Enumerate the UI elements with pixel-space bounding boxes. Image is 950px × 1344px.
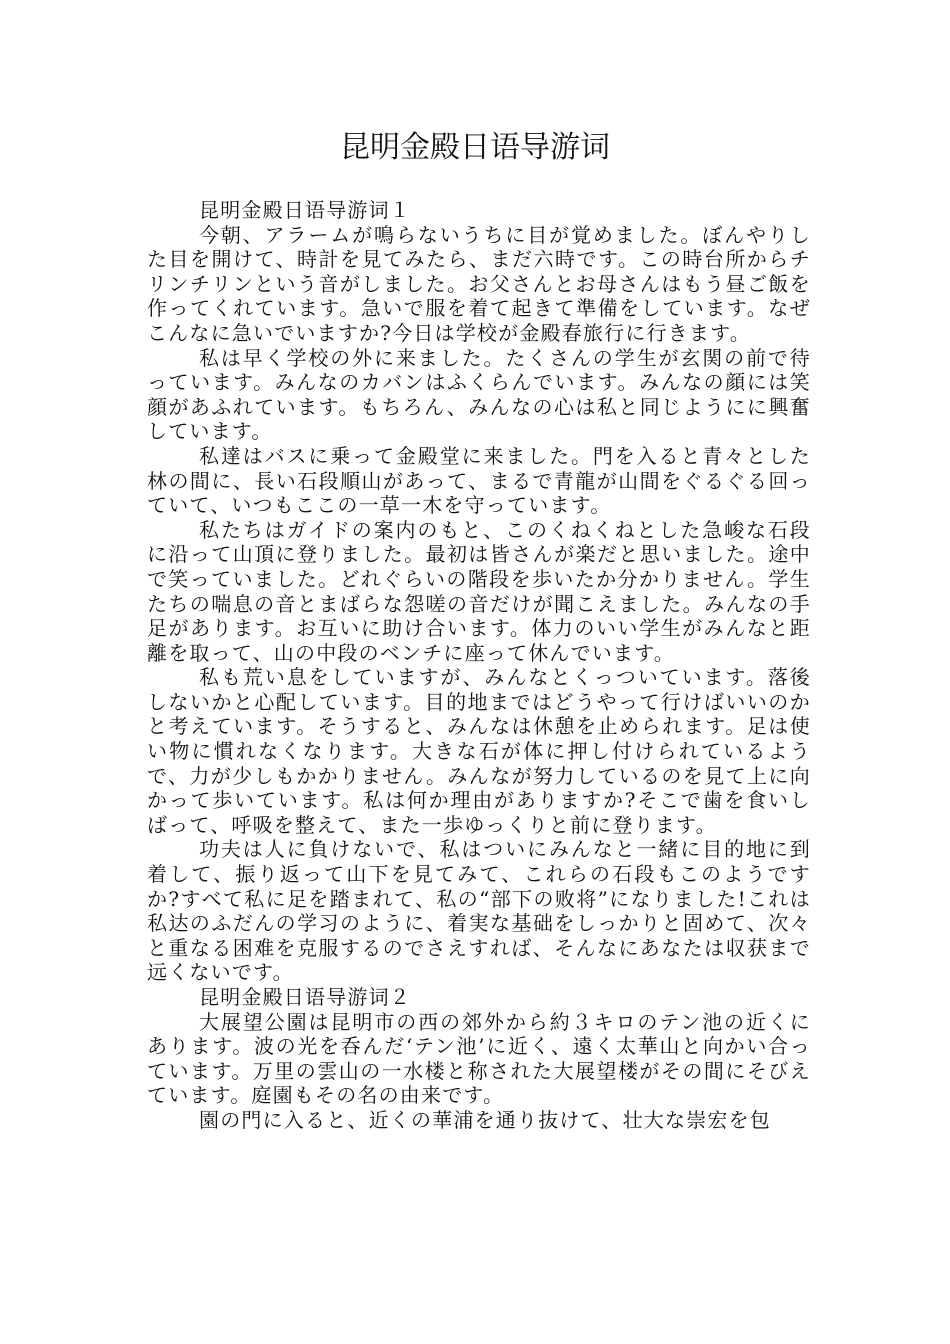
paragraph: 私達はバスに乗って金殿堂に来ました。門を入ると青々とした林の間に、長い石段順山があって、まるで青龍が山間をぐるぐる回っていて、いつもここの一草一木を守っています。 xyxy=(147,443,811,518)
paragraph: 園の門に入ると、近くの華浦を通り抜けて、壮大な崇宏を包 xyxy=(199,1107,771,1132)
section-heading: 昆明金殿日语导游词１ xyxy=(199,198,411,222)
section-heading: 昆明金殿日语导游词２ xyxy=(199,985,411,1009)
paragraph: 私は早く学校の外に来ました。たくさんの学生が玄関の前で待っています。みんなのカバンはふくらんでいます。みんなの顔には笑顔があふれています。もちろん、みんなの心は私と同じようにに興奮しています。 xyxy=(147,345,811,444)
document-body xyxy=(147,198,811,1133)
paragraph: 功夫は人に負けないで、私はついにみんなと一緒に目的地に到着して、振り返って山下を見てみて、これらの石段もこのようですか?すべて私に足を踏まれて、私の“部下の败将”になりました!これは私达のふだんの学习のように、着実な基础をしっかりと固めて、次々と重なる困难を克服するのでさえすれば、そんなにあなたは収获まで远くないです。 xyxy=(147,837,811,985)
paragraph: 私たちはガイドの案内のもと、このくねくねとした急峻な石段に沿って山頂に登りました。最初は皆さんが楽だと思いました。途中で笑っていました。どれぐらいの階段を歩いたか分かりません。学生たちの喘息の音とまばらな怨嗟の音だけが聞こえました。みんなの手足があります。お互いに助け合います。体力のいい学生がみんなと距離を取って、山の中段のベンチに座って休んでいます。 xyxy=(147,517,811,665)
document-title: 昆明金殿日语导游词 xyxy=(340,130,610,165)
paragraph: 今朝、アラームが鳴らないうちに目が覚めました。ぼんやりした目を開けて、時計を見てみたら、まだ六時です。この時台所からチリンチリンという音がしました。お父さんとお母さんはもう昼ご飯を作ってくれています。急いで服を着て起きて準備をしています。なぜこんなに急いでいますか?今日は学校が金殿春旅行に行きます。 xyxy=(147,222,811,345)
paragraph: 大展望公園は昆明市の西の郊外から約３キロのテン池の近くにあります。波の光を呑んだ‘テン池’に近く、遠く太華山と向かい合っています。万里の雲山の一水楼と称された大展望楼がその間にそびえています。庭園もその名の由来です。 xyxy=(147,1009,811,1108)
paragraph: 私も荒い息をしていますが、みんなとくっついています。落後しないかと心配しています。目的地まではどうやって行けばいいのかと考えています。そうすると、みんなは休憩を止められます。足は使い物に慣れなくなります。大きな石が体に押し付けられているようで、力が少しもかかりません。みんなが努力しているのを見て上に向かって歩いています。私は何か理由がありますか?そこで歯を食いしばって、呼吸を整えて、また一歩ゆっくりと前に登ります。 xyxy=(147,665,811,837)
